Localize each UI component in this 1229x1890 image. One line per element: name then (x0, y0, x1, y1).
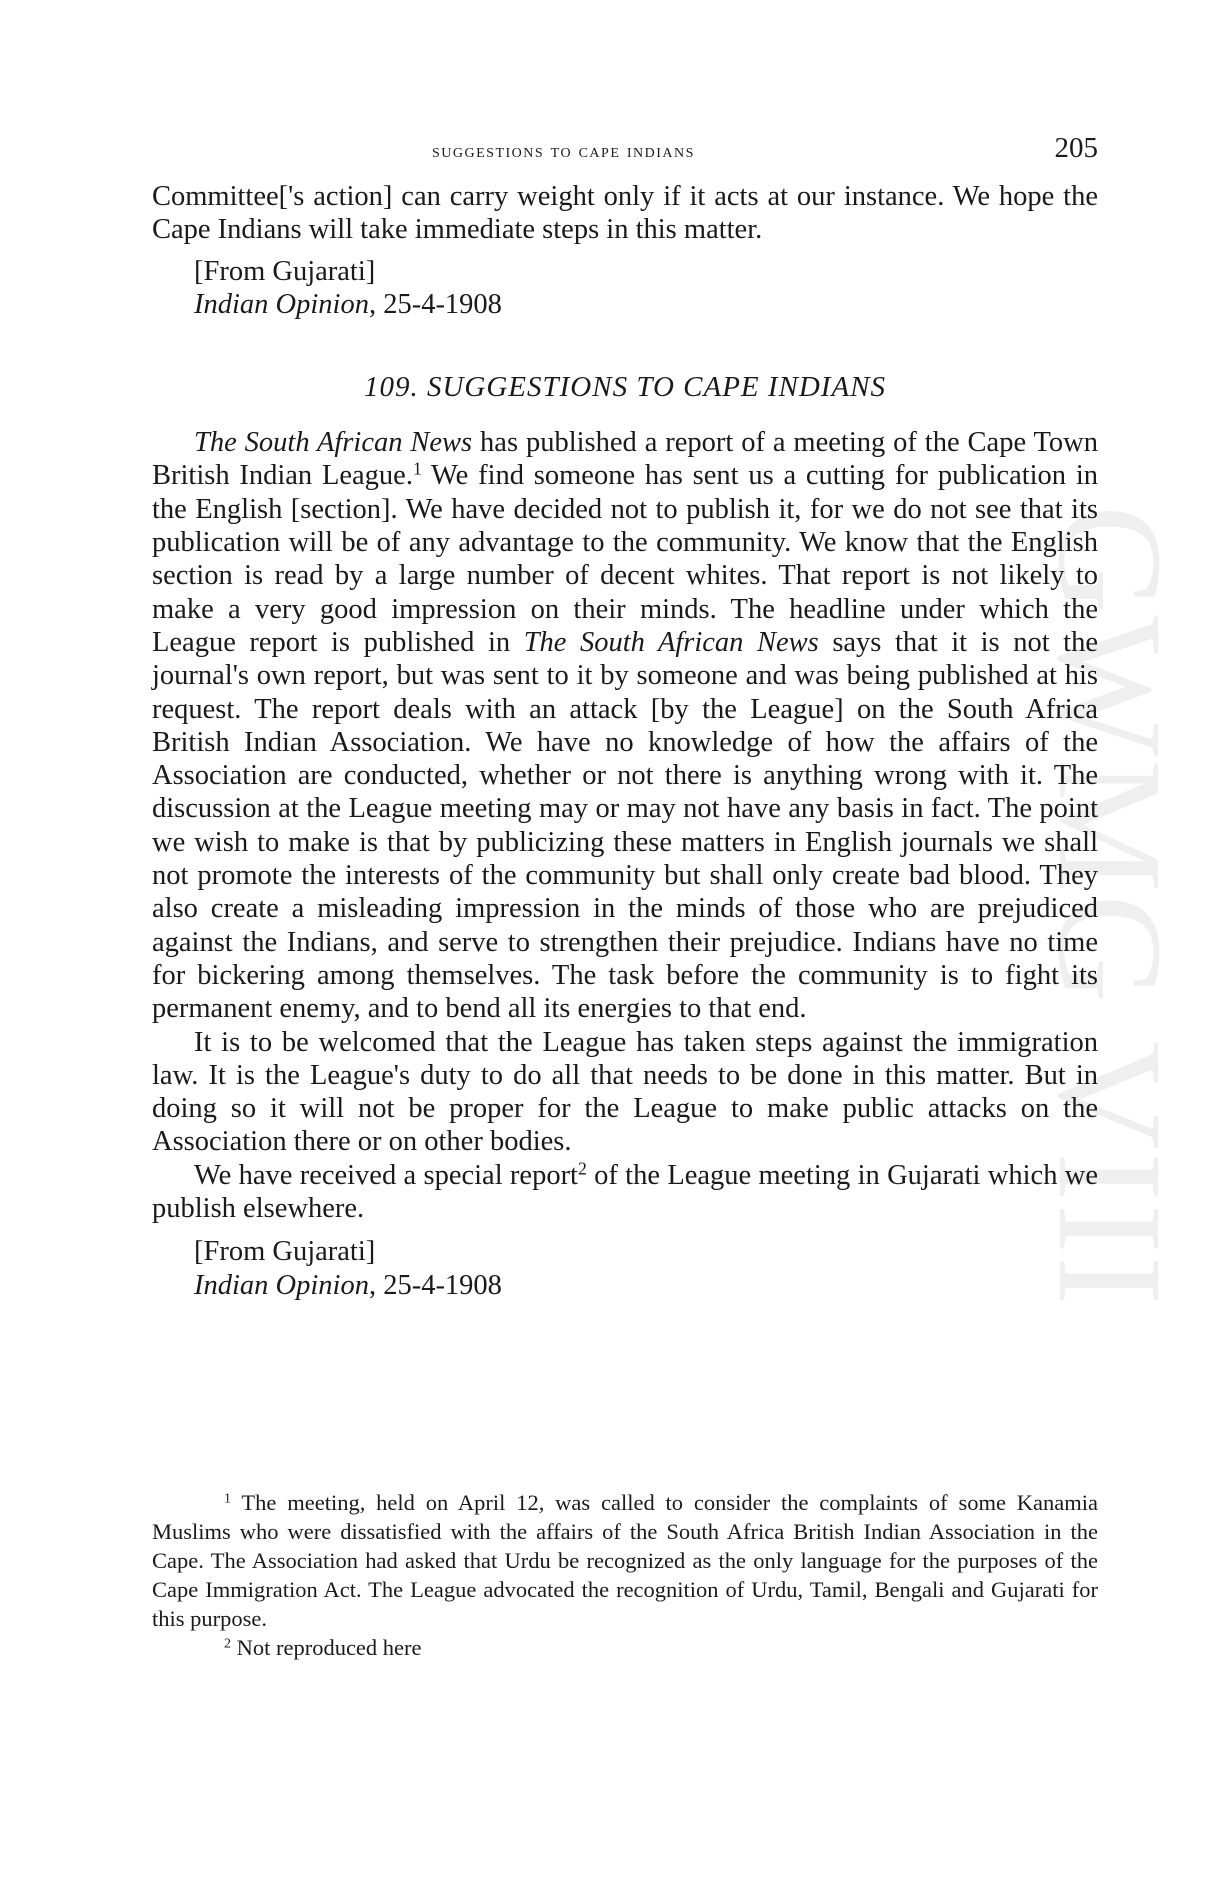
running-head (152, 132, 1098, 172)
article-source-line: [From Gujarati] (194, 1236, 376, 1268)
citation-title: Indian Opinion (194, 288, 369, 320)
carryover-citation (194, 288, 1098, 321)
footnotes (152, 1488, 1098, 1662)
footnote-marker: 2 (224, 1636, 231, 1652)
newspaper-name: The South African News (523, 626, 819, 658)
running-title: suggestions to cape indians (432, 140, 695, 162)
newspaper-name: The South African News (194, 427, 473, 459)
article-heading: 109. SUGGESTIONS TO CAPE INDIANS (363, 371, 887, 404)
article-paragraph-2: It is to be welcomed that the League has taken steps against the immigration law. It is the League's duty to do all that needs to be done in this matter. But in doing so it will not be proper for the League to make public attacks on the Association there or on other bodies. (152, 1026, 1098, 1158)
footnote-2: $^2$ Not reproduced here (224, 1635, 422, 1660)
article-paragraph-3: We have received a special report$^2$ of the League meeting in Gujarati which we publish elsewhere. (152, 1158, 1098, 1225)
watermark-text: GWMG VIII (1027, 505, 1193, 1308)
citation-title: Indian Opinion (194, 1269, 369, 1301)
carryover-paragraph: Committee['s action] can carry weight only if it acts at our instance. We hope the Cape Indians will take immediate steps in this matter. (152, 181, 1098, 246)
footnote-marker: 1 (224, 1491, 231, 1507)
article-paragraph-1: The South African News has published a report of a meeting of the Cape Town British Indian League.$^1$ We find someone has sent us a cutting for publication in the English [section]. We have decided not to publish it, for we do not see that its publication will be of any advantage to the community. We know that the English section is read by a large number of decent whites. That report is not likely to make a very good impression on their minds. The headline under which the League report is published in The South African News says that it is not the journal's own report, but was sent to it by someone and was being published at his request. The report deals with an attack [by the League] on the South Africa British Indian Association. We have no knowledge of how the affairs of the Association are conducted, whether or not there is anything wrong with it. The discussion at the League meeting may or may not have any basis in fact. The point we wish to make is that by publicizing these matters in English journals we shall not promote the interests of the community but shall only create bad blood. They also create a misleading impression in the minds of those who are prejudiced against the Indians, and serve to strengthen their prejudice. Indians have no time for bickering among themselves. The task before the community is to fight its permanent enemy, and to bend all its energies to that end. (152, 427, 1098, 1025)
page-number: 205 (1054, 132, 1098, 164)
citation-date: , 25-4-1908 (368, 1269, 502, 1301)
carryover-source-line: [From Gujarati] (194, 255, 376, 287)
footnote-1: $^1$ The meeting, held on April 12, was called to consider the complaints of some Kanamia Muslims who were dissatisfied with the affairs of the South Africa British Indian Association in the Cape. The Association had asked that Urdu be recognized as the only language for the purposes of the Cape Immigration Act. The League advocated the recognition of Urdu, Tamil, Bengali and Gujarati for this purpose. (152, 1490, 1098, 1631)
page-content (152, 180, 1098, 1302)
citation-date: , 25-4-1908 (368, 288, 502, 320)
article-citation (194, 1269, 1098, 1302)
footnote-ref-1: 1 (412, 458, 422, 479)
footnote-ref-2: 2 (577, 1158, 587, 1179)
